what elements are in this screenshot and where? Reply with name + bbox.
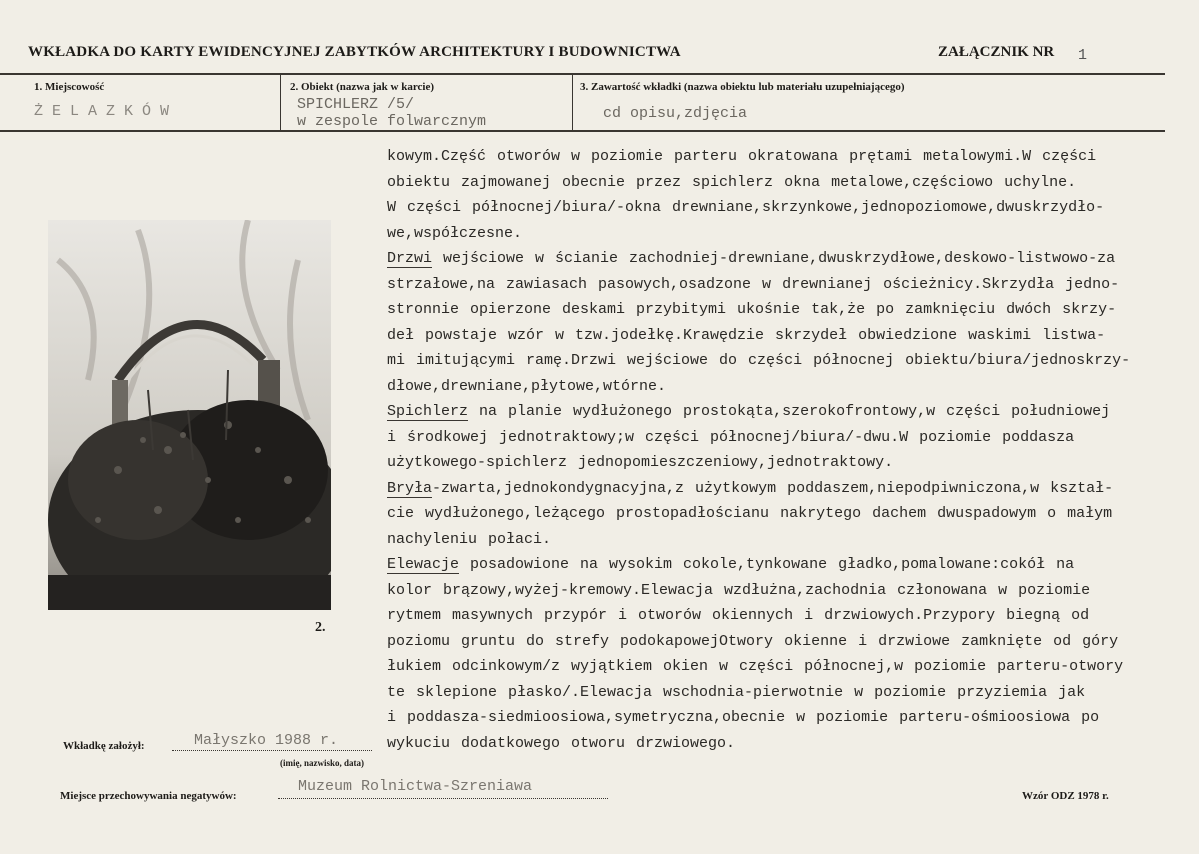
text-line: strzałowe,na zawiasach pasowych,osadzone w drewnianej ościeżnicy.Skrzydła jedno- xyxy=(387,275,1120,293)
text-line: Drzwi wejściowe w ścianie zachodniej-drewniane,dwuskrzydłowe,deskowo-listwowo-za xyxy=(387,250,1116,267)
text-line: Spichlerz na planie wydłużonego prostokąta,szerokofrontowy,w części południowej xyxy=(387,403,1111,420)
photograph-image xyxy=(48,220,331,610)
text-line: te sklepione płasko/.Elewacja wschodnia-pierwotnie w poziomie przyziemia jak xyxy=(387,683,1086,701)
text-line: Bryła-zwarta,jednokondygnacyjna,z użytkowym poddaszem,niepodpiwniczona,w kształ- xyxy=(387,479,1114,497)
section-heading-word: Bryła xyxy=(387,479,433,497)
annex-number: 1 xyxy=(1078,47,1088,64)
storage-line xyxy=(278,798,608,799)
header-rule-bottom xyxy=(0,130,1165,132)
founder-hint: (imię, nazwisko, data) xyxy=(280,758,364,768)
text-line: mi imitującymi ramę.Drzwi wejściowe do części północnej obiektu/biura/jednoskrzy- xyxy=(387,352,1131,369)
object-label: 2. Obiekt (nazwa jak w karcie) xyxy=(290,81,435,93)
description-text xyxy=(387,144,1197,756)
section-heading-word: Spichlerz xyxy=(387,403,469,420)
photo-number: 2. xyxy=(315,620,326,635)
text-line: cie wydłużonego,leżącego prostopadłościanu nakrytego dachem dwuspadowym o małym xyxy=(387,505,1113,522)
field-divider-1 xyxy=(280,74,281,130)
annex-label: ZAŁĄCZNIK NR xyxy=(938,44,1055,60)
place-label: 1. Miejscowość xyxy=(34,81,105,93)
text-line: łukiem odcinkowym/z wyjątkiem okien w części północnej,w poziomie parteru-otwory xyxy=(387,658,1124,675)
founder-line xyxy=(172,750,372,751)
text-line: wykuciu dodatkowego otworu drzwiowego. xyxy=(387,734,736,752)
text-line: poziomu gruntu do strefy podokapowejOtwory okienne i drzwiowe zamknięte od góry xyxy=(387,632,1119,650)
text-line: stronnie opierzone deskami przybitymi ukośnie tak,że po zamknięciu dwóch skrzy- xyxy=(387,301,1117,318)
text-line: deł powstaje wzór w tzw.jodełkę.Krawędzie skrzydeł obwiedzione waskimi listwa- xyxy=(387,326,1106,344)
text-line: Elewacje posadowione na wysokim cokole,tynkowane gładko,pomalowane:cokół na xyxy=(387,556,1075,573)
place-value: ŻELAZKÓW xyxy=(34,103,179,120)
text-line: użytkowego-spichlerz jednopomieszczeniowy,jednotraktowy. xyxy=(387,454,894,471)
section-heading-word: Elewacje xyxy=(387,556,460,573)
storage-value: Muzeum Rolnictwa-Szreniawa xyxy=(298,778,533,795)
text-line: rytmem masywnych przypór i otworów okiennych i drzwiowych.Przypory biegną od xyxy=(387,607,1090,624)
content-label: 3. Zawartość wkładki (nazwa obiektu lub materiału uzupełniającego) xyxy=(580,81,905,93)
storage-label: Miejsce przechowywania negatywów: xyxy=(60,790,237,802)
text-line: kowym.Część otworów w poziomie parteru okratowana prętami metalowymi.W części xyxy=(387,148,1097,165)
field-divider-2 xyxy=(572,74,573,130)
form-model: Wzór ODZ 1978 r. xyxy=(1022,790,1109,802)
content-value: cd opisu,zdjęcia xyxy=(603,105,748,122)
form-title: WKŁADKA DO KARTY EWIDENCYJNEJ ZABYTKÓW ARCHITEKTURY I BUDOWNICTWA xyxy=(28,44,681,60)
object-value-line2: w zespole folwarcznym xyxy=(297,113,487,130)
text-line: i środkowej jednotraktowy;w części północnej/biura/-dwu.W poziomie poddasza xyxy=(387,428,1075,446)
text-line: obiektu zajmowanej obecnie przez spichlerz okna metalowe,częściowo uchylne. xyxy=(387,173,1077,191)
section-heading-word: Drzwi xyxy=(387,250,433,267)
text-line: kolor brązowy,wyżej-kremowy.Elewacja wzdłużna,zachodnia członowana w poziomie xyxy=(387,581,1091,599)
photograph xyxy=(48,220,331,610)
founder-value: Małyszko 1988 r. xyxy=(194,732,339,749)
text-line: nachyleniu połaci. xyxy=(387,530,552,548)
text-line: dłowe,drewniane,płytowe,wtórne. xyxy=(387,377,667,395)
text-line: W części północnej/biura/-okna drewniane,skrzynkowe,jednopoziomowe,dwuskrzydło- xyxy=(387,199,1105,216)
header-rule-top xyxy=(0,73,1165,75)
object-value-line1: SPICHLERZ /5/ xyxy=(297,96,415,113)
text-line: i poddasza-siedmioosiowa,symetryczna,obecnie w poziomie parteru-ośmioosiowa po xyxy=(387,709,1100,726)
founder-label: Wkładkę założył: xyxy=(63,740,145,752)
text-line: we,współczesne. xyxy=(387,224,523,242)
